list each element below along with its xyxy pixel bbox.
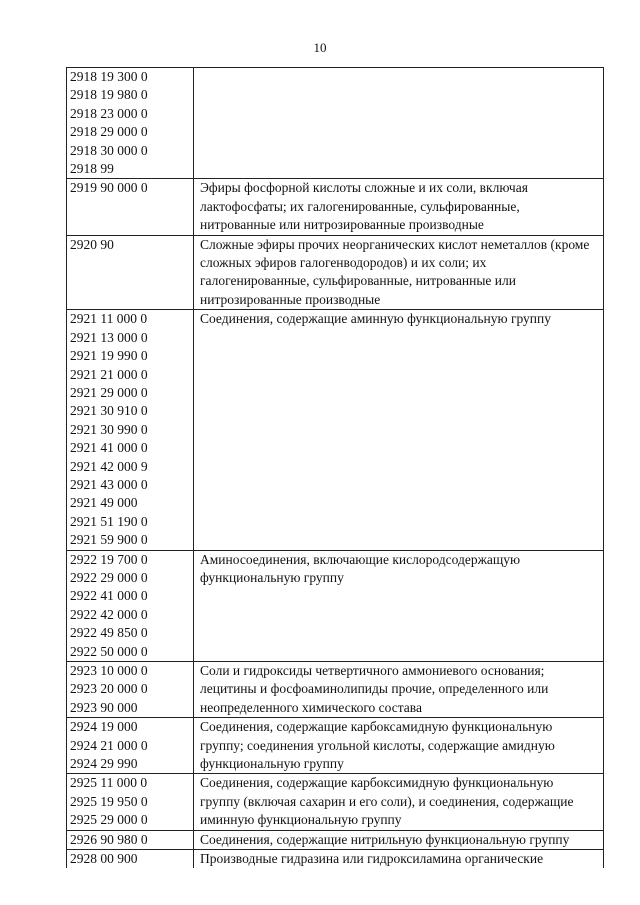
code-value: 2923 20 000 0 (70, 681, 148, 697)
description-cell (194, 68, 604, 179)
table-row (67, 662, 604, 718)
code-value: 2921 29 000 0 (70, 384, 148, 400)
code-value: 2921 19 990 0 (70, 348, 148, 364)
code-value: 2918 19 980 0 (70, 87, 148, 103)
description-cell: Эфиры фосфорной кислоты сложные и их соли, включая лактофосфаты; их галогенированные, сульфированные, нитрованные или нитрозированные производные (194, 179, 604, 235)
code-value: 2922 50 000 0 (70, 643, 148, 659)
code-value: 2924 29 990 (70, 756, 138, 772)
code-value: 2922 19 700 0 (70, 551, 148, 567)
code-value: 2921 42 000 9 (70, 458, 148, 474)
code-value: 2918 30 000 0 (70, 142, 148, 158)
table-row (67, 235, 604, 310)
description-cell: Производные гидразина или гидроксиламина органические (194, 850, 604, 869)
code-value: 2922 42 000 0 (70, 606, 148, 622)
code-value: 2921 30 990 0 (70, 421, 148, 437)
table-row (67, 830, 604, 849)
code-value: 2918 99 (70, 161, 114, 177)
code-cell (67, 774, 194, 830)
table-row (67, 850, 604, 869)
description-cell: Соединения, содержащие карбоксимидную функциональную группу (включая сахарин и его соли), и соединения, содержащие иминную функциональную группу (194, 774, 604, 830)
code-value: 2923 90 000 (70, 699, 138, 715)
code-value: 2921 21 000 0 (70, 366, 148, 382)
code-cell (67, 310, 194, 550)
table-row (67, 310, 604, 550)
code-cell (67, 179, 194, 235)
description-cell: Соединения, содержащие нитрильную функциональную группу (194, 830, 604, 849)
code-value: 2923 10 000 0 (70, 663, 148, 678)
code-value: 2921 41 000 0 (70, 440, 148, 456)
code-value: 2925 29 000 0 (70, 812, 148, 828)
code-value: 2921 11 000 0 (70, 311, 148, 327)
table-row (67, 68, 604, 179)
code-cell (67, 850, 194, 869)
table-row (67, 550, 604, 661)
code-value: 2922 41 000 0 (70, 588, 148, 604)
code-value: 2918 19 300 0 (70, 69, 148, 84)
code-value: 2921 13 000 0 (70, 329, 148, 345)
code-value: 2921 43 000 0 (70, 476, 148, 492)
code-cell (67, 718, 194, 774)
page-number: 10 (313, 40, 327, 55)
code-value: 2925 11 000 0 (70, 775, 148, 791)
code-value: 2924 19 000 (70, 719, 138, 735)
code-value: 2928 00 900 (70, 851, 138, 867)
description-cell: Сложные эфиры прочих неорганических кислот неметаллов (кроме сложных эфиров галогенводородов) и их соли; их галогенированные, сульфированные, нитрованные или нитрозированные производные (194, 235, 604, 310)
code-value: 2925 19 950 0 (70, 793, 148, 809)
code-value: 2921 59 900 0 (70, 532, 148, 548)
table-row (67, 718, 604, 774)
description-cell: Соединения, содержащие аминную функциональную группу (194, 310, 604, 550)
code-value: 2924 21 000 0 (70, 737, 148, 753)
code-cell (67, 662, 194, 718)
description-cell: Соли и гидроксиды четвертичного аммониевого основания; лецитины и фосфоаминолипиды прочие, определенного или неопределенного химического состава (194, 662, 604, 718)
code-cell (67, 550, 194, 661)
code-value: 2918 29 000 0 (70, 124, 148, 140)
tariff-codes-table (66, 67, 604, 868)
description-cell: Аминосоединения, включающие кислородсодержащую функциональную группу (194, 550, 604, 661)
code-value: 2919 90 000 0 (70, 180, 148, 196)
code-value: 2920 90 (70, 236, 114, 252)
table-row (67, 179, 604, 235)
code-value: 2921 49 000 (70, 495, 138, 511)
code-cell (67, 68, 194, 179)
code-value: 2922 49 850 0 (70, 625, 148, 641)
code-value: 2922 29 000 0 (70, 569, 148, 585)
code-cell (67, 830, 194, 849)
code-value: 2926 90 980 0 (70, 831, 148, 847)
table-row (67, 774, 604, 830)
code-value: 2921 30 910 0 (70, 403, 148, 419)
description-cell: Соединения, содержащие карбоксамидную функциональную группу; соединения угольной кислоты, содержащие амидную функциональную группу (194, 718, 604, 774)
code-cell (67, 235, 194, 310)
code-value: 2921 51 190 0 (70, 513, 148, 529)
code-value: 2918 23 000 0 (70, 105, 148, 121)
